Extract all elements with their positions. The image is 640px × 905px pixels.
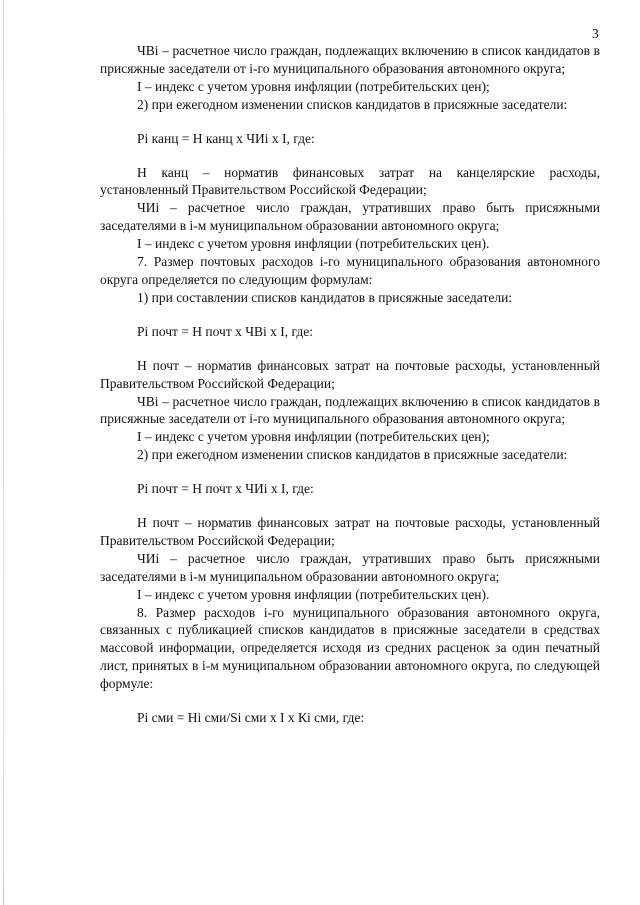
paragraph-chii-definition: ЧИi – расчетное число граждан, утративших право быть присяжными заседателями в i-м муниципальном образовании автономного округа; [100, 550, 600, 584]
paragraph-chii-definition: ЧИi – расчетное число граждан, утративших право быть присяжными заседателями в i-м муниципальном образовании автономного округа; [100, 200, 600, 234]
paragraph-postal-norm-definition: Н почт – норматив финансовых затрат на почтовые расходы, установленный Правительством Российской Федерации; [100, 357, 600, 391]
paragraph-index-definition: I – индекс с учетом уровня инфляции (потребительских цен); [137, 429, 490, 445]
paragraph-index-definition: I – индекс с учетом уровня инфляции (потребительских цен); [137, 78, 490, 94]
formula-office-expenses: Pi канц = Н канц х ЧИi х I, где: [137, 130, 315, 146]
formula-postal-expenses-compile: Pi почт = Н почт х ЧВi х I, где: [137, 323, 314, 339]
paragraph-office-norm-definition: Н канц – норматив финансовых затрат на канцелярские расходы, установленный Правительством Российской Федерации; [100, 164, 600, 198]
paragraph-annual-change: 2) при ежегодном изменении списков кандидатов в присяжные заседатели: [137, 96, 568, 112]
paragraph-compiling-lists: 1) при составлении списков кандидатов в присяжные заседатели: [137, 289, 513, 305]
formula-media-expenses: Pi сми = Нi сми/Si сми х I х Кi сми, где: [137, 710, 365, 726]
paragraph-item-8-media: 8. Размер расходов i-го муниципального образования автономного округа, связанных с публикацией списков кандидатов в присяжные заседатели в средствах массовой информации, определяется исходя из средних расценок за один печатный лист, принятых в i-м муниципальном образовании автономного округа, по следующей формуле: [100, 604, 600, 692]
paragraph-annual-change: 2) при ежегодном изменении списков кандидатов в присяжные заседатели: [137, 447, 568, 463]
paragraph-index-definition: I – индекс с учетом уровня инфляции (потребительских цен). [137, 586, 490, 602]
document-body [100, 42, 600, 727]
paragraph-chvi-definition: ЧВi – расчетное число граждан, подлежащих включению в список кандидатов в присяжные заседатели от i-го муниципального образования автономного округа; [100, 393, 600, 427]
paragraph-item-7-postal: 7. Размер почтовых расходов i-го муниципального образования автономного округа определяется по следующим формулам: [100, 254, 600, 287]
formula-postal-expenses-change: Pi почт = Н почт х ЧИi х I, где: [137, 481, 314, 497]
scan-edge-line [3, 0, 4, 905]
paragraph-postal-norm-definition: Н почт – норматив финансовых затрат на почтовые расходы, установленный Правительством Российской Федерации; [100, 515, 600, 548]
paragraph-chvi-definition: ЧВi – расчетное число граждан, подлежащих включению в список кандидатов в присяжные заседатели от i-го муниципального образования автономного округа; [100, 43, 600, 76]
page-number: 3 [592, 26, 599, 41]
paragraph-index-definition: I – индекс с учетом уровня инфляции (потребительских цен). [137, 236, 490, 252]
